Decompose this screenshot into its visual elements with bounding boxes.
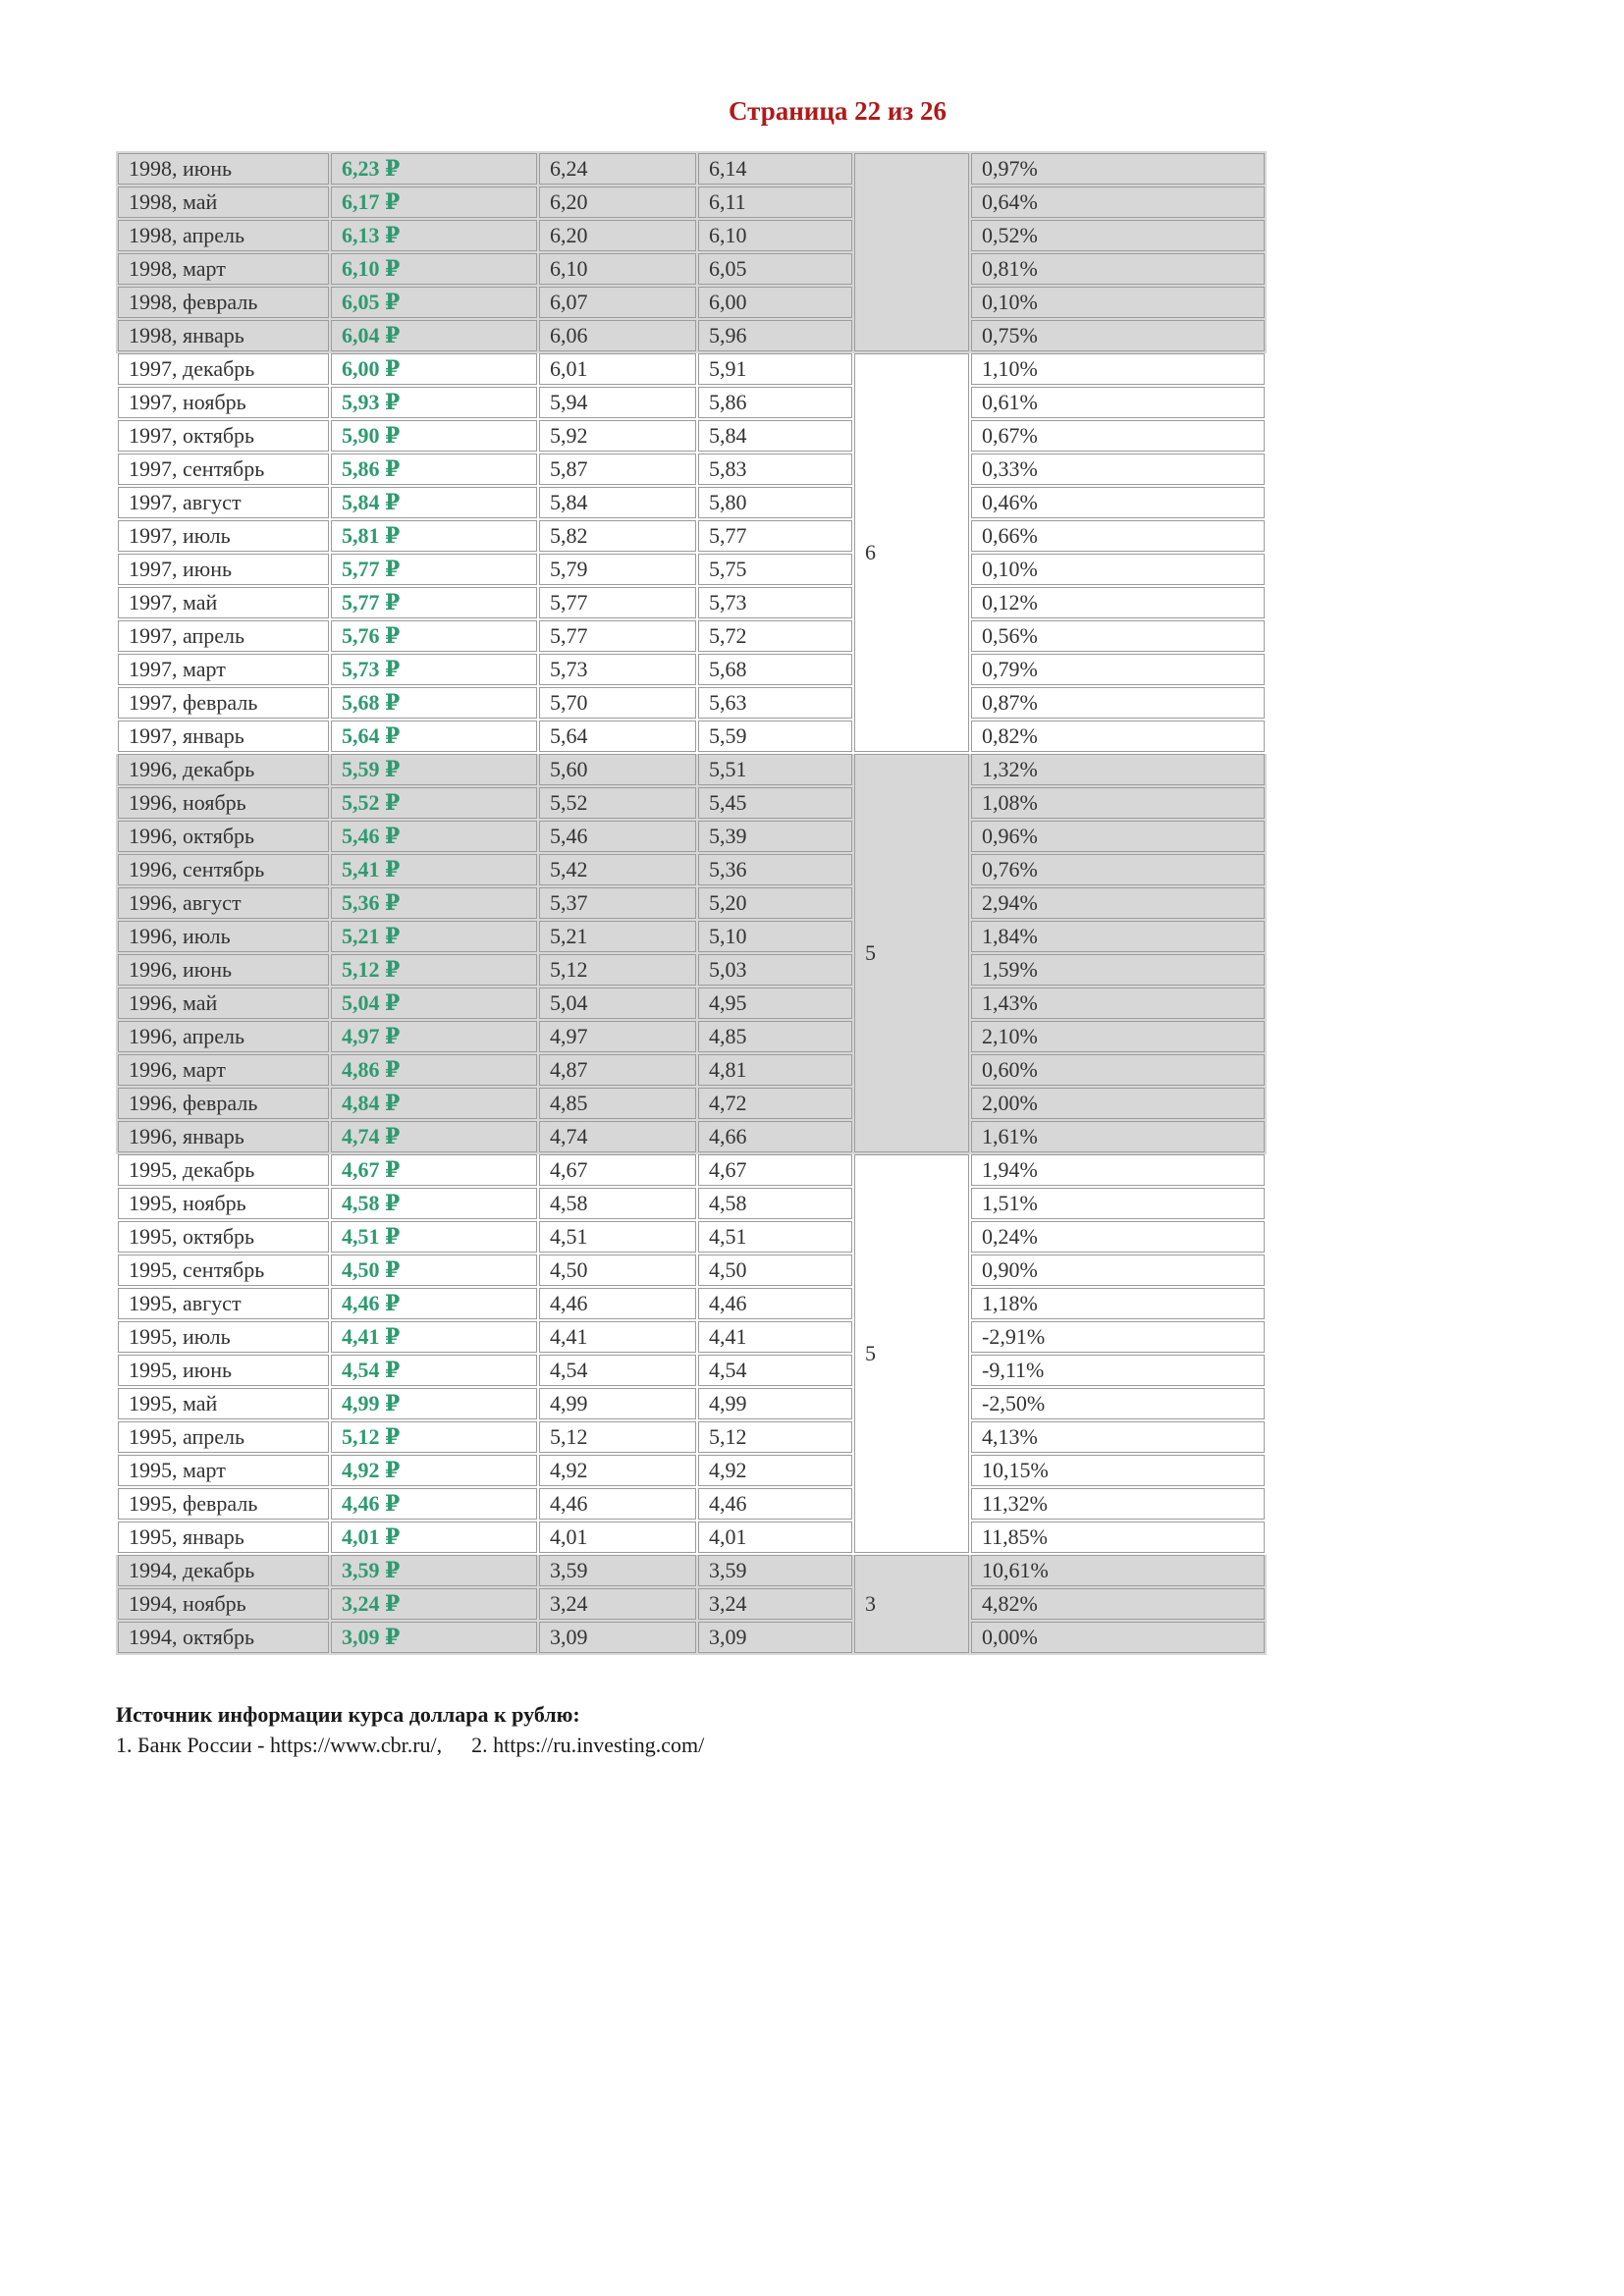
date-cell: 1996, февраль xyxy=(118,1088,329,1119)
date-cell: 1996, март xyxy=(118,1054,329,1086)
value-cell-2: 5,10 xyxy=(698,921,852,952)
date-cell: 1997, июнь xyxy=(118,554,329,585)
value-cell-1: 5,37 xyxy=(539,887,696,919)
table-row xyxy=(118,854,1265,885)
year-span-cell xyxy=(854,153,969,351)
rate-cell: 4,46 ₽ xyxy=(331,1488,537,1520)
value-cell-2: 3,09 xyxy=(698,1622,852,1653)
date-cell: 1996, август xyxy=(118,887,329,919)
table-row xyxy=(118,921,1265,952)
date-cell: 1997, апрель xyxy=(118,620,329,652)
date-cell: 1998, апрель xyxy=(118,220,329,251)
percent-cell: 0,87% xyxy=(971,687,1265,719)
percent-cell: 4,82% xyxy=(971,1588,1265,1620)
percent-cell: 0,60% xyxy=(971,1054,1265,1086)
date-cell: 1997, июль xyxy=(118,520,329,552)
date-cell: 1996, июль xyxy=(118,921,329,952)
value-cell-2: 6,11 xyxy=(698,187,852,218)
value-cell-1: 6,06 xyxy=(539,320,696,351)
value-cell-1: 3,24 xyxy=(539,1588,696,1620)
value-cell-2: 5,96 xyxy=(698,320,852,351)
percent-cell: 10,61% xyxy=(971,1555,1265,1586)
percent-cell: 0,75% xyxy=(971,320,1265,351)
table-row xyxy=(118,220,1265,251)
value-cell-2: 5,72 xyxy=(698,620,852,652)
table-row xyxy=(118,1355,1265,1386)
value-cell-1: 5,42 xyxy=(539,854,696,885)
value-cell-1: 4,58 xyxy=(539,1188,696,1219)
table-row xyxy=(118,1088,1265,1119)
percent-cell: 0,12% xyxy=(971,587,1265,618)
table-row xyxy=(118,1221,1265,1253)
rate-cell: 3,09 ₽ xyxy=(331,1622,537,1653)
rate-cell: 4,50 ₽ xyxy=(331,1255,537,1286)
rate-cell: 4,54 ₽ xyxy=(331,1355,537,1386)
value-cell-2: 6,05 xyxy=(698,253,852,285)
table-row xyxy=(118,420,1265,452)
percent-cell: 10,15% xyxy=(971,1455,1265,1486)
table-row xyxy=(118,754,1265,785)
date-cell: 1996, май xyxy=(118,988,329,1019)
percent-cell: 2,94% xyxy=(971,887,1265,919)
table-row xyxy=(118,1255,1265,1286)
date-cell: 1995, июнь xyxy=(118,1355,329,1386)
percent-cell: 0,97% xyxy=(971,153,1265,185)
table-row xyxy=(118,1488,1265,1520)
value-cell-2: 5,91 xyxy=(698,353,852,385)
percent-cell: 0,76% xyxy=(971,854,1265,885)
value-cell-1: 4,46 xyxy=(539,1488,696,1520)
rate-cell: 4,41 ₽ xyxy=(331,1321,537,1353)
source-link-investing: 2. https://ru.investing.com/ xyxy=(471,1733,705,1757)
value-cell-2: 4,85 xyxy=(698,1021,852,1052)
date-cell: 1994, декабрь xyxy=(118,1555,329,1586)
table-row xyxy=(118,1021,1265,1052)
exchange-rate-table xyxy=(116,151,1267,1655)
value-cell-1: 5,77 xyxy=(539,620,696,652)
rate-cell: 5,68 ₽ xyxy=(331,687,537,719)
rate-cell: 4,97 ₽ xyxy=(331,1021,537,1052)
value-cell-2: 4,51 xyxy=(698,1221,852,1253)
percent-cell: 0,10% xyxy=(971,287,1265,318)
source-link-cbr: 1. Банк России - https://www.cbr.ru/, xyxy=(116,1733,443,1757)
rate-cell: 4,74 ₽ xyxy=(331,1121,537,1152)
value-cell-2: 4,95 xyxy=(698,988,852,1019)
date-cell: 1995, январь xyxy=(118,1522,329,1553)
percent-cell: 0,82% xyxy=(971,721,1265,752)
value-cell-2: 4,50 xyxy=(698,1255,852,1286)
table-row xyxy=(118,387,1265,418)
table-row xyxy=(118,587,1265,618)
percent-cell: -2,91% xyxy=(971,1321,1265,1353)
percent-cell: 0,52% xyxy=(971,220,1265,251)
source-links-line xyxy=(116,1730,1508,1761)
rate-cell: 5,46 ₽ xyxy=(331,821,537,852)
percent-cell: 1,84% xyxy=(971,921,1265,952)
table-row xyxy=(118,1421,1265,1453)
value-cell-1: 4,97 xyxy=(539,1021,696,1052)
rate-cell: 5,76 ₽ xyxy=(331,620,537,652)
rate-cell: 6,17 ₽ xyxy=(331,187,537,218)
rate-cell: 5,81 ₽ xyxy=(331,520,537,552)
date-cell: 1996, ноябрь xyxy=(118,787,329,819)
date-cell: 1995, июль xyxy=(118,1321,329,1353)
percent-cell: 11,85% xyxy=(971,1522,1265,1553)
percent-cell: 1,32% xyxy=(971,754,1265,785)
table-row xyxy=(118,1054,1265,1086)
value-cell-2: 5,63 xyxy=(698,687,852,719)
rate-cell: 6,05 ₽ xyxy=(331,287,537,318)
value-cell-2: 5,20 xyxy=(698,887,852,919)
rate-cell: 6,10 ₽ xyxy=(331,253,537,285)
percent-cell: 0,24% xyxy=(971,1221,1265,1253)
value-cell-1: 5,04 xyxy=(539,988,696,1019)
value-cell-2: 5,12 xyxy=(698,1421,852,1453)
percent-cell: 1,51% xyxy=(971,1188,1265,1219)
percent-cell: 2,10% xyxy=(971,1021,1265,1052)
date-cell: 1996, декабрь xyxy=(118,754,329,785)
table-row xyxy=(118,620,1265,652)
rate-cell: 4,46 ₽ xyxy=(331,1288,537,1319)
date-cell: 1997, октябрь xyxy=(118,420,329,452)
value-cell-2: 6,00 xyxy=(698,287,852,318)
value-cell-2: 5,80 xyxy=(698,487,852,518)
value-cell-1: 5,92 xyxy=(539,420,696,452)
percent-cell: 0,56% xyxy=(971,620,1265,652)
percent-cell: 0,33% xyxy=(971,454,1265,485)
table-row xyxy=(118,988,1265,1019)
value-cell-2: 4,46 xyxy=(698,1488,852,1520)
date-cell: 1997, сентябрь xyxy=(118,454,329,485)
value-cell-2: 5,75 xyxy=(698,554,852,585)
value-cell-2: 4,46 xyxy=(698,1288,852,1319)
date-cell: 1995, сентябрь xyxy=(118,1255,329,1286)
value-cell-2: 5,45 xyxy=(698,787,852,819)
rate-cell: 3,59 ₽ xyxy=(331,1555,537,1586)
percent-cell: 0,46% xyxy=(971,487,1265,518)
rate-cell: 6,04 ₽ xyxy=(331,320,537,351)
value-cell-1: 6,20 xyxy=(539,220,696,251)
percent-cell: 0,67% xyxy=(971,420,1265,452)
rate-cell: 4,58 ₽ xyxy=(331,1188,537,1219)
percent-cell: 0,61% xyxy=(971,387,1265,418)
value-cell-1: 5,46 xyxy=(539,821,696,852)
rate-cell: 4,86 ₽ xyxy=(331,1054,537,1086)
value-cell-1: 4,01 xyxy=(539,1522,696,1553)
percent-cell: 1,08% xyxy=(971,787,1265,819)
date-cell: 1994, октябрь xyxy=(118,1622,329,1653)
value-cell-2: 4,41 xyxy=(698,1321,852,1353)
value-cell-2: 6,10 xyxy=(698,220,852,251)
table-row xyxy=(118,1154,1265,1186)
percent-cell: 1,18% xyxy=(971,1288,1265,1319)
date-cell: 1997, январь xyxy=(118,721,329,752)
rate-cell: 6,13 ₽ xyxy=(331,220,537,251)
value-cell-1: 4,74 xyxy=(539,1121,696,1152)
value-cell-2: 5,77 xyxy=(698,520,852,552)
year-span-cell: 3 xyxy=(854,1555,969,1653)
value-cell-1: 3,09 xyxy=(539,1622,696,1653)
value-cell-1: 4,87 xyxy=(539,1054,696,1086)
table-row xyxy=(118,1288,1265,1319)
percent-cell: 1,10% xyxy=(971,353,1265,385)
value-cell-2: 5,03 xyxy=(698,954,852,986)
value-cell-1: 5,82 xyxy=(539,520,696,552)
percent-cell: -2,50% xyxy=(971,1388,1265,1419)
value-cell-1: 3,59 xyxy=(539,1555,696,1586)
value-cell-2: 4,92 xyxy=(698,1455,852,1486)
value-cell-1: 4,41 xyxy=(539,1321,696,1353)
value-cell-2: 6,14 xyxy=(698,153,852,185)
value-cell-1: 4,85 xyxy=(539,1088,696,1119)
date-cell: 1995, май xyxy=(118,1388,329,1419)
rate-cell: 5,77 ₽ xyxy=(331,587,537,618)
value-cell-1: 5,21 xyxy=(539,921,696,952)
table-row xyxy=(118,253,1265,285)
value-cell-2: 4,99 xyxy=(698,1388,852,1419)
date-cell: 1997, ноябрь xyxy=(118,387,329,418)
rate-cell: 4,51 ₽ xyxy=(331,1221,537,1253)
value-cell-2: 4,67 xyxy=(698,1154,852,1186)
rate-cell: 6,00 ₽ xyxy=(331,353,537,385)
value-cell-1: 5,84 xyxy=(539,487,696,518)
table-row xyxy=(118,287,1265,318)
percent-cell: 1,43% xyxy=(971,988,1265,1019)
rate-cell: 5,90 ₽ xyxy=(331,420,537,452)
percent-cell: 2,00% xyxy=(971,1088,1265,1119)
percent-cell: 11,32% xyxy=(971,1488,1265,1520)
rate-cell: 5,12 ₽ xyxy=(331,1421,537,1453)
value-cell-1: 6,24 xyxy=(539,153,696,185)
value-cell-2: 5,39 xyxy=(698,821,852,852)
value-cell-1: 6,20 xyxy=(539,187,696,218)
table-row xyxy=(118,1188,1265,1219)
value-cell-1: 5,60 xyxy=(539,754,696,785)
value-cell-1: 5,70 xyxy=(539,687,696,719)
year-span-cell: 5 xyxy=(854,1154,969,1553)
rate-cell: 5,41 ₽ xyxy=(331,854,537,885)
value-cell-2: 4,72 xyxy=(698,1088,852,1119)
percent-cell: 0,00% xyxy=(971,1622,1265,1653)
percent-cell: 0,64% xyxy=(971,187,1265,218)
percent-cell: 0,79% xyxy=(971,654,1265,685)
value-cell-1: 5,79 xyxy=(539,554,696,585)
rate-cell: 5,93 ₽ xyxy=(331,387,537,418)
value-cell-1: 5,73 xyxy=(539,654,696,685)
table-row xyxy=(118,554,1265,585)
rate-cell: 6,23 ₽ xyxy=(331,153,537,185)
rate-cell: 4,01 ₽ xyxy=(331,1522,537,1553)
rate-cell: 5,84 ₽ xyxy=(331,487,537,518)
value-cell-1: 6,07 xyxy=(539,287,696,318)
value-cell-2: 5,68 xyxy=(698,654,852,685)
percent-cell: 0,81% xyxy=(971,253,1265,285)
table-row xyxy=(118,1321,1265,1353)
table-row xyxy=(118,721,1265,752)
table-row xyxy=(118,1588,1265,1620)
date-cell: 1996, январь xyxy=(118,1121,329,1152)
date-cell: 1995, февраль xyxy=(118,1488,329,1520)
value-cell-2: 5,83 xyxy=(698,454,852,485)
percent-cell: 1,61% xyxy=(971,1121,1265,1152)
value-cell-2: 4,01 xyxy=(698,1522,852,1553)
value-cell-1: 6,10 xyxy=(539,253,696,285)
value-cell-1: 4,54 xyxy=(539,1355,696,1386)
rate-cell: 5,36 ₽ xyxy=(331,887,537,919)
date-cell: 1998, май xyxy=(118,187,329,218)
percent-cell: -9,11% xyxy=(971,1355,1265,1386)
value-cell-2: 3,59 xyxy=(698,1555,852,1586)
percent-cell: 0,10% xyxy=(971,554,1265,585)
value-cell-1: 5,12 xyxy=(539,954,696,986)
value-cell-1: 5,77 xyxy=(539,587,696,618)
value-cell-2: 5,86 xyxy=(698,387,852,418)
year-span-cell: 5 xyxy=(854,754,969,1152)
table-row xyxy=(118,787,1265,819)
value-cell-1: 5,12 xyxy=(539,1421,696,1453)
source-block xyxy=(116,1700,1508,1761)
date-cell: 1997, декабрь xyxy=(118,353,329,385)
date-cell: 1996, октябрь xyxy=(118,821,329,852)
value-cell-2: 3,24 xyxy=(698,1588,852,1620)
date-cell: 1995, март xyxy=(118,1455,329,1486)
table-row xyxy=(118,187,1265,218)
value-cell-1: 5,52 xyxy=(539,787,696,819)
source-heading: Источник информации курса доллара к рублю: xyxy=(116,1702,580,1727)
rate-cell: 5,12 ₽ xyxy=(331,954,537,986)
percent-cell: 0,90% xyxy=(971,1255,1265,1286)
rate-cell: 4,99 ₽ xyxy=(331,1388,537,1419)
rate-cell: 3,24 ₽ xyxy=(331,1588,537,1620)
value-cell-2: 5,36 xyxy=(698,854,852,885)
date-cell: 1998, март xyxy=(118,253,329,285)
value-cell-1: 4,51 xyxy=(539,1221,696,1253)
value-cell-1: 4,50 xyxy=(539,1255,696,1286)
value-cell-2: 5,51 xyxy=(698,754,852,785)
value-cell-1: 6,01 xyxy=(539,353,696,385)
value-cell-2: 5,84 xyxy=(698,420,852,452)
table-row xyxy=(118,687,1265,719)
table-row xyxy=(118,520,1265,552)
date-cell: 1995, декабрь xyxy=(118,1154,329,1186)
percent-cell: 1,94% xyxy=(971,1154,1265,1186)
date-cell: 1995, ноябрь xyxy=(118,1188,329,1219)
rate-cell: 4,92 ₽ xyxy=(331,1455,537,1486)
date-cell: 1997, февраль xyxy=(118,687,329,719)
page-number-heading: Страница 22 из 26 xyxy=(728,96,947,126)
date-cell: 1995, апрель xyxy=(118,1421,329,1453)
date-cell: 1997, март xyxy=(118,654,329,685)
date-cell: 1996, сентябрь xyxy=(118,854,329,885)
table-row xyxy=(118,821,1265,852)
value-cell-1: 4,67 xyxy=(539,1154,696,1186)
percent-cell: 0,66% xyxy=(971,520,1265,552)
value-cell-2: 4,66 xyxy=(698,1121,852,1152)
rate-cell: 4,67 ₽ xyxy=(331,1154,537,1186)
rate-cell: 5,52 ₽ xyxy=(331,787,537,819)
rate-cell: 5,04 ₽ xyxy=(331,988,537,1019)
year-span-cell: 6 xyxy=(854,353,969,752)
date-cell: 1997, август xyxy=(118,487,329,518)
date-cell: 1998, январь xyxy=(118,320,329,351)
table-row xyxy=(118,1388,1265,1419)
rate-cell: 5,77 ₽ xyxy=(331,554,537,585)
date-cell: 1995, октябрь xyxy=(118,1221,329,1253)
percent-cell: 4,13% xyxy=(971,1421,1265,1453)
value-cell-2: 5,73 xyxy=(698,587,852,618)
value-cell-1: 4,92 xyxy=(539,1455,696,1486)
value-cell-1: 5,87 xyxy=(539,454,696,485)
date-cell: 1996, июнь xyxy=(118,954,329,986)
table-row xyxy=(118,954,1265,986)
value-cell-2: 5,59 xyxy=(698,721,852,752)
date-cell: 1995, август xyxy=(118,1288,329,1319)
table-row xyxy=(118,1522,1265,1553)
date-cell: 1996, апрель xyxy=(118,1021,329,1052)
table-row xyxy=(118,887,1265,919)
rate-cell: 4,84 ₽ xyxy=(331,1088,537,1119)
rate-cell: 5,86 ₽ xyxy=(331,454,537,485)
date-cell: 1994, ноябрь xyxy=(118,1588,329,1620)
rate-cell: 5,64 ₽ xyxy=(331,721,537,752)
value-cell-2: 4,54 xyxy=(698,1355,852,1386)
percent-cell: 0,96% xyxy=(971,821,1265,852)
percent-cell: 1,59% xyxy=(971,954,1265,986)
date-cell: 1998, июнь xyxy=(118,153,329,185)
date-cell: 1998, февраль xyxy=(118,287,329,318)
rate-cell: 5,59 ₽ xyxy=(331,754,537,785)
value-cell-1: 5,64 xyxy=(539,721,696,752)
table-row xyxy=(118,320,1265,351)
table-row xyxy=(118,454,1265,485)
rate-cell: 5,73 ₽ xyxy=(331,654,537,685)
table-row xyxy=(118,654,1265,685)
date-cell: 1997, май xyxy=(118,587,329,618)
table-row xyxy=(118,1121,1265,1152)
value-cell-1: 5,94 xyxy=(539,387,696,418)
table-row xyxy=(118,1555,1265,1586)
rate-cell: 5,21 ₽ xyxy=(331,921,537,952)
value-cell-1: 4,99 xyxy=(539,1388,696,1419)
value-cell-1: 4,46 xyxy=(539,1288,696,1319)
value-cell-2: 4,81 xyxy=(698,1054,852,1086)
table-row xyxy=(118,487,1265,518)
table-row xyxy=(118,353,1265,385)
table-row xyxy=(118,153,1265,185)
value-cell-2: 4,58 xyxy=(698,1188,852,1219)
table-row xyxy=(118,1622,1265,1653)
table-row xyxy=(118,1455,1265,1486)
